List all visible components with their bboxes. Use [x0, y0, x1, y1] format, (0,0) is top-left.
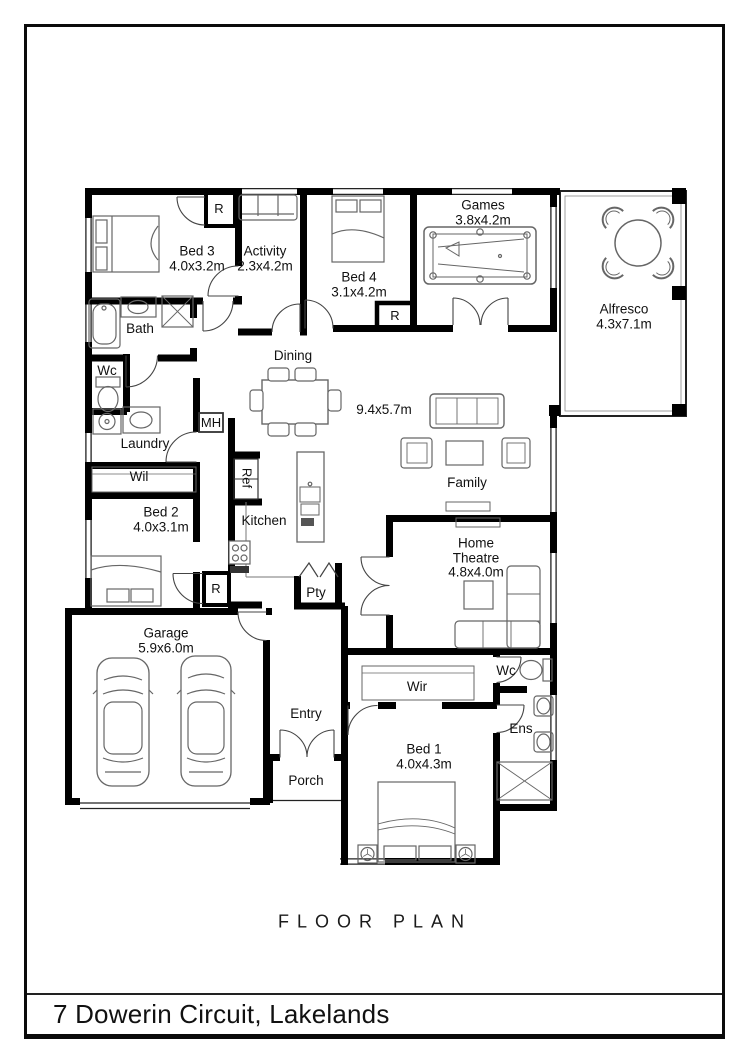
garage-dims: 5.9x6.0m — [138, 640, 194, 655]
room-label-home-theatre — [442, 536, 510, 580]
room-label-kitchen: Kitchen — [241, 512, 287, 528]
bed-4-name: Bed 4 — [341, 269, 377, 285]
room-label-garage — [138, 627, 194, 656]
home-theatre-name: Home Theatre — [452, 535, 500, 565]
room-label-bed-3 — [169, 245, 225, 274]
bed-2-dims: 4.0x3.1m — [133, 519, 189, 534]
alfresco-dims: 4.3x7.1m — [596, 316, 652, 331]
room-label-dining: Dining — [273, 347, 313, 363]
room-label-pantry: Pty — [306, 584, 326, 600]
room-label-activity — [237, 245, 293, 274]
robe-label-bed3: R — [214, 200, 224, 216]
garage-name: Garage — [143, 625, 189, 641]
robe-label-bed2: R — [211, 580, 221, 596]
bed-3-dims: 4.0x3.2m — [169, 258, 225, 273]
activity-name: Activity — [243, 243, 287, 259]
room-label-bed-1 — [396, 743, 452, 772]
bed-2-name: Bed 2 — [143, 504, 179, 520]
bed-3-name: Bed 3 — [179, 243, 215, 259]
room-label-entry: Entry — [290, 705, 322, 721]
bed-1-name: Bed 1 — [406, 741, 442, 757]
room-label-wc: Wc — [97, 362, 117, 378]
bed-4-dims: 3.1x4.2m — [331, 284, 387, 299]
room-label-ens: Ens — [509, 720, 533, 736]
property-address: 7 Dowerin Circuit, Lakelands — [53, 999, 390, 1029]
label-mh: MH — [200, 414, 222, 430]
open-plan-dims: 9.4x5.7m — [356, 401, 412, 417]
room-label-bath: Bath — [126, 320, 154, 336]
label-ref: Ref — [239, 467, 255, 489]
room-label-games — [455, 199, 511, 228]
room-label-alfresco — [596, 303, 652, 332]
room-label-porch: Porch — [288, 772, 324, 788]
page-frame — [24, 24, 725, 1039]
room-label-bed-4 — [331, 271, 387, 300]
home-theatre-dims: 4.8x4.0m — [448, 564, 504, 580]
activity-dims: 2.3x4.2m — [237, 258, 293, 273]
room-label-wc-2: Wc — [496, 662, 516, 678]
address-bar — [27, 993, 722, 1034]
robe-label-bed4: R — [390, 307, 400, 323]
alfresco-name: Alfresco — [599, 301, 649, 317]
room-label-wir: Wir — [406, 678, 428, 694]
room-label-bed-2 — [133, 506, 189, 535]
games-dims: 3.8x4.2m — [455, 212, 511, 227]
games-name: Games — [461, 197, 505, 213]
floor-plan-title: FLOOR PLAN — [277, 911, 473, 932]
bed-1-dims: 4.0x4.3m — [396, 756, 452, 771]
room-label-laundry: Laundry — [120, 435, 170, 451]
room-label-family: Family — [447, 474, 487, 490]
room-label-wil: Wil — [129, 468, 149, 484]
